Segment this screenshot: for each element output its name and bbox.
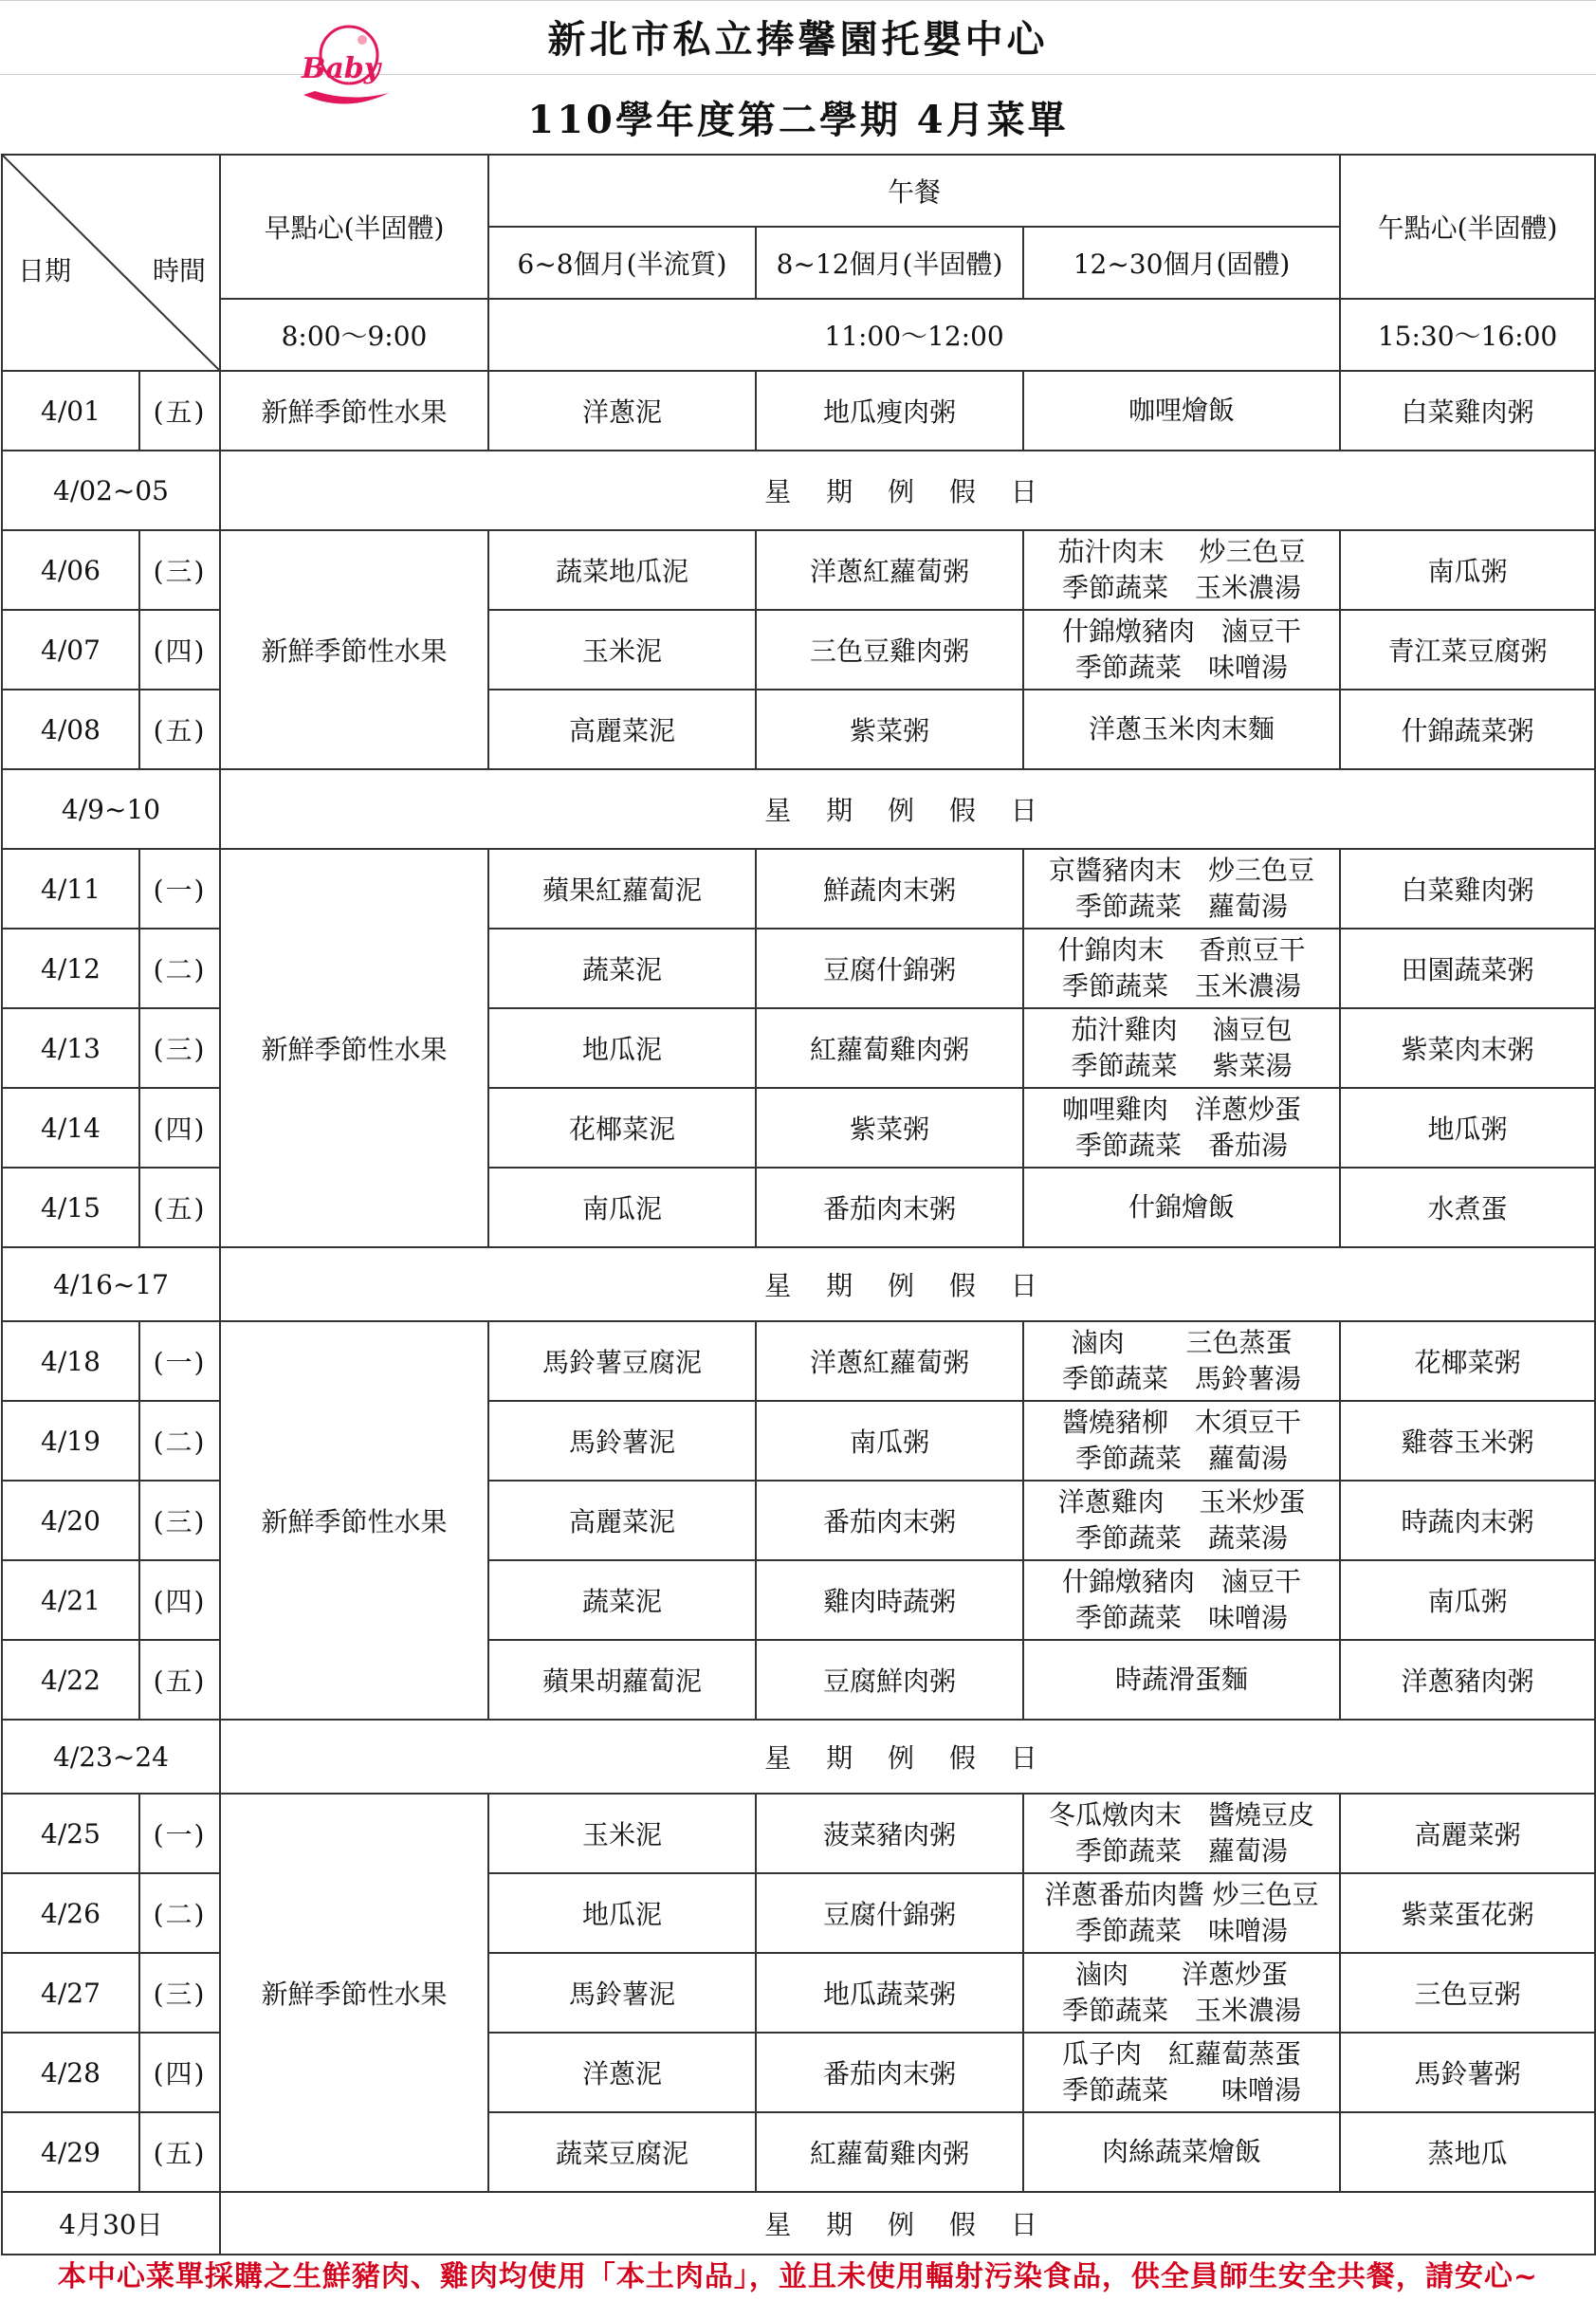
lunch-12-30-cell [1023, 530, 1340, 610]
lunch-12-30-line-2: 季節蔬菜 玉米濃湯 [1062, 1995, 1302, 2026]
weekday-cell: (五) [139, 1168, 220, 1247]
lunch-8-12-cell: 紅蘿蔔雞肉粥 [756, 1008, 1023, 1088]
date-cell: 4/23~24 [2, 1720, 220, 1794]
lunch-6-8-cell: 蔬菜泥 [488, 1560, 756, 1640]
lunch-12-30-line-1: 茄汁雞肉 滷豆包 [1071, 1014, 1293, 1045]
lunch-12-30-line-2: 季節蔬菜 紫菜湯 [1071, 1050, 1293, 1081]
weekday-cell: (一) [139, 1321, 220, 1401]
breakfast-header: 早點心(半固體) [220, 155, 488, 299]
lunch-12-30-line-2: 季節蔬菜 玉米濃湯 [1062, 572, 1302, 603]
lunch-12-30-line-2: 季節蔬菜 味噌湯 [1062, 2074, 1302, 2106]
date-cell: 4/27 [2, 1953, 139, 2033]
breakfast-cell: 新鮮季節性水果 [220, 371, 488, 451]
lunch-12-30-line-1: 滷肉 三色蒸蛋 [1071, 1327, 1293, 1358]
date-cell: 4/28 [2, 2033, 139, 2112]
lunch-12-30-cell [1023, 1481, 1340, 1560]
lunch-12-30-line-1: 冬瓜燉肉末 醬燒豆皮 [1049, 1799, 1315, 1831]
date-cell: 4/9~10 [2, 769, 220, 849]
lunch-header: 午餐 [488, 155, 1340, 227]
afternoon-snack-header: 午點心(半固體) [1340, 155, 1595, 299]
header-row-times [2, 299, 1595, 371]
lunch-12-30-line-2: 季節蔬菜 味噌湯 [1075, 1915, 1289, 1946]
lunch-8-12-cell: 三色豆雞肉粥 [756, 610, 1023, 690]
weekday-cell: (五) [139, 690, 220, 769]
lunch-12-30-line-1: 醬燒豬柳 木須豆干 [1062, 1407, 1302, 1438]
lunch-6-8-cell: 洋蔥泥 [488, 2033, 756, 2112]
lunch-8-12-cell: 紫菜粥 [756, 690, 1023, 769]
lunch-6-8-cell: 地瓜泥 [488, 1873, 756, 1953]
menu-row [2, 1794, 1595, 1873]
date-cell: 4/01 [2, 371, 139, 451]
breakfast-cell: 新鮮季節性水果 [220, 1794, 488, 2192]
date-cell: 4/16~17 [2, 1247, 220, 1321]
weekday-cell: (四) [139, 1560, 220, 1640]
afternoon-snack-cell: 三色豆粥 [1340, 1953, 1595, 2033]
lunch-12-30-line-2: 季節蔬菜 玉米濃湯 [1062, 970, 1302, 1002]
date-cell: 4/14 [2, 1088, 139, 1168]
lunch-12-30-line-1: 京醬豬肉末 炒三色豆 [1049, 855, 1315, 886]
lunch-6-8-cell: 蔬菜地瓜泥 [488, 530, 756, 610]
lunch-8-12-cell: 菠菜豬肉粥 [756, 1794, 1023, 1873]
lunch-col-12-30-months: 12~30個月(固體) [1023, 227, 1340, 299]
logo-dot [358, 35, 367, 45]
lunch-8-12-cell: 豆腐鮮肉粥 [756, 1640, 1023, 1720]
lunch-time: 11:00～12:00 [488, 299, 1340, 371]
menu-table [1, 154, 1596, 2255]
lunch-12-30-cell [1023, 2033, 1340, 2112]
lunch-12-30-cell [1023, 610, 1340, 690]
lunch-12-30-line-1: 咖哩燴飯 [1128, 395, 1236, 426]
weekday-cell: (五) [139, 1640, 220, 1720]
lunch-12-30-line-1: 時蔬滑蛋麵 [1115, 1664, 1249, 1695]
lunch-12-30-cell [1023, 1873, 1340, 1953]
lunch-8-12-cell: 紅蘿蔔雞肉粥 [756, 2112, 1023, 2192]
page-title: 新北市私立捧馨園托嬰中心 [547, 17, 1049, 62]
holiday-row [2, 1247, 1595, 1321]
afternoon-snack-cell: 花椰菜粥 [1340, 1321, 1595, 1401]
afternoon-snack-cell: 青江菜豆腐粥 [1340, 610, 1595, 690]
date-cell: 4/29 [2, 2112, 139, 2192]
lunch-12-30-cell [1023, 849, 1340, 929]
afternoon-snack-cell: 紫菜肉末粥 [1340, 1008, 1595, 1088]
lunch-12-30-cell [1023, 1794, 1340, 1873]
afternoon-snack-cell: 洋蔥豬肉粥 [1340, 1640, 1595, 1720]
lunch-8-12-cell: 南瓜粥 [756, 1401, 1023, 1481]
lunch-12-30-cell [1023, 1640, 1340, 1720]
weekday-cell: (三) [139, 530, 220, 610]
holiday-cell: 星 期 例 假 日 [220, 451, 1595, 530]
date-cell: 4/18 [2, 1321, 139, 1401]
holiday-row [2, 451, 1595, 530]
lunch-6-8-cell: 高麗菜泥 [488, 690, 756, 769]
date-cell: 4/25 [2, 1794, 139, 1873]
lunch-8-12-cell: 番茄肉末粥 [756, 1481, 1023, 1560]
date-time-corner-cell [2, 155, 220, 371]
lunch-12-30-line-2: 季節蔬菜 番茄湯 [1075, 1130, 1289, 1161]
weekday-cell: (五) [139, 2112, 220, 2192]
date-cell: 4月30日 [2, 2192, 220, 2255]
lunch-12-30-line-1: 瓜子肉 紅蘿蔔蒸蛋 [1062, 2038, 1302, 2070]
afternoon-snack-cell: 時蔬肉末粥 [1340, 1481, 1595, 1560]
afternoon-snack-cell: 什錦蔬菜粥 [1340, 690, 1595, 769]
menu-row [2, 849, 1595, 929]
afternoon-time: 15:30～16:00 [1340, 299, 1595, 371]
weekday-cell: (三) [139, 1008, 220, 1088]
lunch-12-30-line-1: 咖哩雞肉 洋蔥炒蛋 [1062, 1094, 1302, 1125]
afternoon-snack-cell: 雞蓉玉米粥 [1340, 1401, 1595, 1481]
lunch-6-8-cell: 蘋果紅蘿蔔泥 [488, 849, 756, 929]
menu-row [2, 530, 1595, 610]
afternoon-snack-cell: 南瓜粥 [1340, 530, 1595, 610]
lunch-12-30-cell [1023, 1168, 1340, 1247]
lunch-12-30-cell [1023, 1560, 1340, 1640]
lunch-12-30-line-1: 洋蔥番茄肉醬 炒三色豆 [1044, 1879, 1319, 1910]
lunch-8-12-cell: 番茄肉末粥 [756, 1168, 1023, 1247]
logo-text: Baby [302, 52, 381, 85]
lunch-6-8-cell: 馬鈴薯泥 [488, 1401, 756, 1481]
footer-notice: 本中心菜單採購之生鮮豬肉、雞肉均使用「本土肉品」，並且未使用輻射污染食品，供全員師生安全共餐，請安心~ [57, 2260, 1539, 2293]
time-header: 時間 [152, 255, 206, 286]
date-cell: 4/12 [2, 929, 139, 1008]
afternoon-snack-cell: 水煮蛋 [1340, 1168, 1595, 1247]
breakfast-time: 8:00～9:00 [220, 299, 488, 371]
holiday-row [2, 769, 1595, 849]
holiday-row [2, 2192, 1595, 2255]
lunch-6-8-cell: 馬鈴薯泥 [488, 1953, 756, 2033]
afternoon-snack-cell: 白菜雞肉粥 [1340, 371, 1595, 451]
date-cell: 4/07 [2, 610, 139, 690]
lunch-col-8-12-months: 8~12個月(半固體) [756, 227, 1023, 299]
lunch-12-30-cell [1023, 2112, 1340, 2192]
lunch-6-8-cell: 洋蔥泥 [488, 371, 756, 451]
lunch-12-30-cell [1023, 1401, 1340, 1481]
date-cell: 4/15 [2, 1168, 139, 1247]
lunch-6-8-cell: 蘋果胡蘿蔔泥 [488, 1640, 756, 1720]
date-cell: 4/13 [2, 1008, 139, 1088]
lunch-12-30-line-1: 什錦燉豬肉 滷豆干 [1062, 1566, 1302, 1597]
breakfast-cell: 新鮮季節性水果 [220, 849, 488, 1247]
header-rule-middle [0, 74, 1596, 75]
lunch-12-30-cell [1023, 371, 1340, 451]
lunch-6-8-cell: 蔬菜泥 [488, 929, 756, 1008]
afternoon-snack-cell: 地瓜粥 [1340, 1088, 1595, 1168]
lunch-12-30-line-1: 洋蔥雞肉 玉米炒蛋 [1057, 1486, 1306, 1518]
lunch-12-30-cell [1023, 929, 1340, 1008]
weekday-cell: (二) [139, 1873, 220, 1953]
lunch-8-12-cell: 紫菜粥 [756, 1088, 1023, 1168]
header-row-1 [2, 155, 1595, 227]
weekday-cell: (四) [139, 1088, 220, 1168]
date-header: 日期 [18, 255, 72, 286]
holiday-cell: 星 期 例 假 日 [220, 2192, 1595, 2255]
menu-row [2, 371, 1595, 451]
lunch-6-8-cell: 玉米泥 [488, 610, 756, 690]
afternoon-snack-cell: 田園蔬菜粥 [1340, 929, 1595, 1008]
holiday-cell: 星 期 例 假 日 [220, 1247, 1595, 1321]
lunch-12-30-line-1: 茄汁肉末 炒三色豆 [1057, 536, 1306, 567]
lunch-12-30-line-1: 滷肉 洋蔥炒蛋 [1075, 1959, 1289, 1990]
date-cell: 4/08 [2, 690, 139, 769]
weekday-cell: (五) [139, 371, 220, 451]
lunch-8-12-cell: 雞肉時蔬粥 [756, 1560, 1023, 1640]
page-header [0, 0, 1596, 154]
header-rule-top [0, 0, 1596, 1]
baby-logo [294, 21, 398, 112]
lunch-12-30-cell [1023, 1953, 1340, 2033]
logo-hand-swoosh [303, 91, 389, 104]
lunch-12-30-line-2: 季節蔬菜 蘿蔔湯 [1075, 1835, 1289, 1867]
lunch-8-12-cell: 洋蔥紅蘿蔔粥 [756, 530, 1023, 610]
lunch-12-30-line-1: 什錦燉豬肉 滷豆干 [1062, 616, 1302, 647]
breakfast-cell: 新鮮季節性水果 [220, 530, 488, 769]
afternoon-snack-cell: 紫菜蛋花粥 [1340, 1873, 1595, 1953]
afternoon-snack-cell: 馬鈴薯粥 [1340, 2033, 1595, 2112]
weekday-cell: (三) [139, 1481, 220, 1560]
weekday-cell: (一) [139, 1794, 220, 1873]
lunch-12-30-line-1: 洋蔥玉米肉末麵 [1089, 713, 1275, 745]
date-cell: 4/20 [2, 1481, 139, 1560]
afternoon-snack-cell: 南瓜粥 [1340, 1560, 1595, 1640]
lunch-12-30-cell [1023, 690, 1340, 769]
lunch-6-8-cell: 蔬菜豆腐泥 [488, 2112, 756, 2192]
afternoon-snack-cell: 蒸地瓜 [1340, 2112, 1595, 2192]
lunch-6-8-cell: 高麗菜泥 [488, 1481, 756, 1560]
lunch-6-8-cell: 玉米泥 [488, 1794, 756, 1873]
lunch-6-8-cell: 花椰菜泥 [488, 1088, 756, 1168]
weekday-cell: (一) [139, 849, 220, 929]
lunch-6-8-cell: 地瓜泥 [488, 1008, 756, 1088]
lunch-8-12-cell: 地瓜蔬菜粥 [756, 1953, 1023, 2033]
weekday-cell: (二) [139, 929, 220, 1008]
date-cell: 4/21 [2, 1560, 139, 1640]
weekday-cell: (四) [139, 610, 220, 690]
lunch-col-6-8-months: 6~8個月(半流質) [488, 227, 756, 299]
breakfast-cell: 新鮮季節性水果 [220, 1321, 488, 1720]
weekday-cell: (三) [139, 1953, 220, 2033]
date-cell: 4/11 [2, 849, 139, 929]
lunch-12-30-cell [1023, 1321, 1340, 1401]
lunch-8-12-cell: 豆腐什錦粥 [756, 1873, 1023, 1953]
date-cell: 4/26 [2, 1873, 139, 1953]
lunch-12-30-line-2: 季節蔬菜 味噌湯 [1075, 652, 1289, 683]
lunch-12-30-cell [1023, 1008, 1340, 1088]
lunch-12-30-line-1: 肉絲蔬菜燴飯 [1102, 2136, 1262, 2167]
afternoon-snack-cell: 高麗菜粥 [1340, 1794, 1595, 1873]
date-cell: 4/02~05 [2, 451, 220, 530]
lunch-12-30-line-2: 季節蔬菜 蘿蔔湯 [1075, 891, 1289, 922]
lunch-6-8-cell: 馬鈴薯豆腐泥 [488, 1321, 756, 1401]
lunch-8-12-cell: 地瓜瘦肉粥 [756, 371, 1023, 451]
holiday-row [2, 1720, 1595, 1794]
date-cell: 4/22 [2, 1640, 139, 1720]
menu-row [2, 1321, 1595, 1401]
lunch-8-12-cell: 鮮蔬肉末粥 [756, 849, 1023, 929]
holiday-cell: 星 期 例 假 日 [220, 769, 1595, 849]
lunch-12-30-line-2: 季節蔬菜 蘿蔔湯 [1075, 1443, 1289, 1474]
lunch-12-30-line-2: 季節蔬菜 味噌湯 [1075, 1602, 1289, 1633]
lunch-12-30-line-1: 什錦肉末 香煎豆干 [1057, 934, 1306, 966]
afternoon-snack-cell: 白菜雞肉粥 [1340, 849, 1595, 929]
lunch-12-30-line-2: 季節蔬菜 馬鈴薯湯 [1062, 1363, 1302, 1394]
date-cell: 4/06 [2, 530, 139, 610]
page-subtitle: 110學年度第二學期 4月菜單 [527, 98, 1069, 142]
weekday-cell: (四) [139, 2033, 220, 2112]
lunch-8-12-cell: 豆腐什錦粥 [756, 929, 1023, 1008]
weekday-cell: (二) [139, 1401, 220, 1481]
lunch-12-30-line-1: 什錦燴飯 [1128, 1191, 1236, 1223]
lunch-12-30-cell [1023, 1088, 1340, 1168]
date-cell: 4/19 [2, 1401, 139, 1481]
holiday-cell: 星 期 例 假 日 [220, 1720, 1595, 1794]
lunch-6-8-cell: 南瓜泥 [488, 1168, 756, 1247]
lunch-8-12-cell: 洋蔥紅蘿蔔粥 [756, 1321, 1023, 1401]
lunch-12-30-line-2: 季節蔬菜 蔬菜湯 [1075, 1522, 1289, 1554]
lunch-8-12-cell: 番茄肉末粥 [756, 2033, 1023, 2112]
